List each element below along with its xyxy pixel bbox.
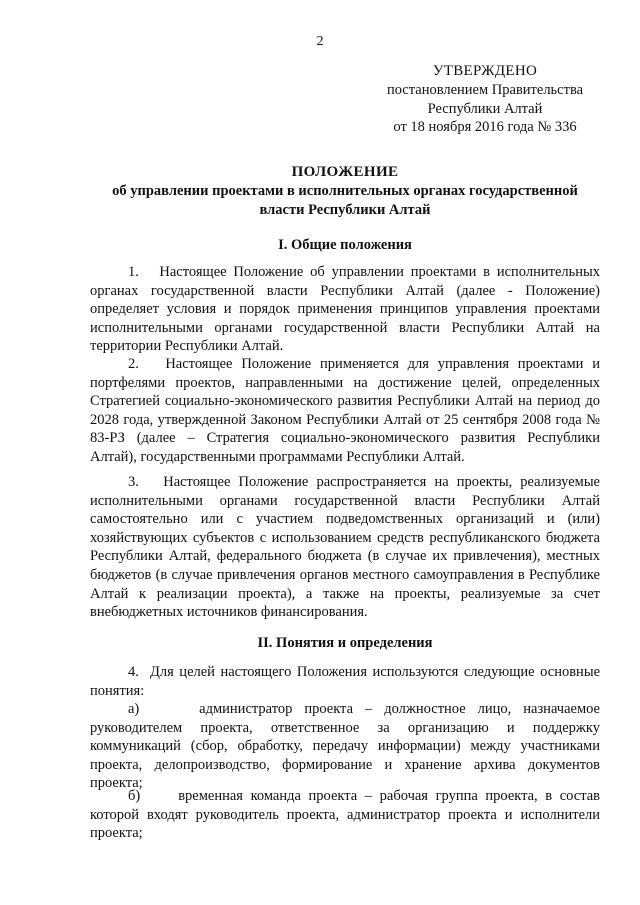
section-heading-general: I. Общие положения: [278, 237, 412, 253]
paragraph-3: [90, 473, 600, 622]
approval-line-3: от 18 ноября 2016 года № 336: [393, 119, 577, 135]
paragraph-text: Настоящее Положение об управлении проектами в исполнительных органах государственной власти Республики Алтай (далее - Положение) определяет условия и порядок применения принципов управления проектами исполнительными органами государственной власти Республики Алтай на территории Республики Алтай.: [90, 264, 600, 355]
document-title-line-2: об управлении проектами в исполнительных органах государственной: [112, 183, 578, 199]
paragraph-text: Настоящее Положение применяется для управления проектами и портфелями проектов, направленными на достижение целей, определенных Стратегией социально-экономического развития Республики Алтай на период до 2028 года, утвержденной Законом Республики Алтай от 25 сентября 2008 года № 83-РЗ (далее – Стратегия социально-экономического развития Республики Алтай), государственными программами Республики Алтай.: [90, 356, 600, 465]
paragraph-text: администратор проекта – должностное лицо, назначаемое руководителем проекта, ответственное за организацию и поддержку коммуникаций (сбор, обработку, передачу информации) между участниками проекта, делопроизводство, формирование и хранение архива документов проекта;: [90, 701, 600, 792]
approval-title: УТВЕРЖДЕНО: [432, 63, 538, 79]
paragraph-text: временная команда проекта – рабочая группа проекта, в состав которой входят руководитель проекта, администратор проекта и исполнители проекта;: [90, 788, 600, 842]
paragraph-number: б): [128, 788, 141, 804]
paragraph-4: [90, 663, 600, 700]
paragraph-4b: [90, 787, 600, 843]
paragraph-text: Для целей настоящего Положения используются следующие основные понятия:: [90, 664, 600, 699]
paragraph-number: 2.: [128, 356, 139, 372]
paragraph-number: 3.: [128, 474, 139, 490]
approval-line-1: постановлением Правительства: [386, 82, 584, 98]
paragraph-1: [90, 263, 600, 356]
page-number: 2: [316, 34, 324, 49]
approval-line-2: Республики Алтай: [427, 100, 543, 117]
paragraph-4a: [90, 700, 600, 793]
paragraph-2: [90, 355, 600, 467]
paragraph-text: Настоящее Положение распространяется на проекты, реализуемые исполнительными органами государственной власти Республики Алтай самостоятельно или с участием подведомственных организаций и (или) хозяйствующих субъектов с использованием средств республиканского бюджета Республики Алтай, федерального бюджета (в случае их привлечения), местных бюджетов (в случае привлечения органов местного самоуправления в Республике Алтай к реализации проекта), а также на проекты, реализуемые за счет внебюджетных источников финансирования.: [90, 474, 600, 621]
document-title-main: ПОЛОЖЕНИЕ: [291, 164, 399, 180]
paragraph-number: 1.: [128, 264, 139, 280]
document-title: [90, 163, 600, 220]
approval-block: [360, 62, 610, 137]
paragraph-number: 4.: [128, 664, 139, 680]
paragraph-number: а): [128, 701, 140, 717]
section-heading-definitions: II. Понятия и определения: [257, 635, 433, 651]
document-title-line-3: власти Республики Алтай: [259, 202, 431, 218]
